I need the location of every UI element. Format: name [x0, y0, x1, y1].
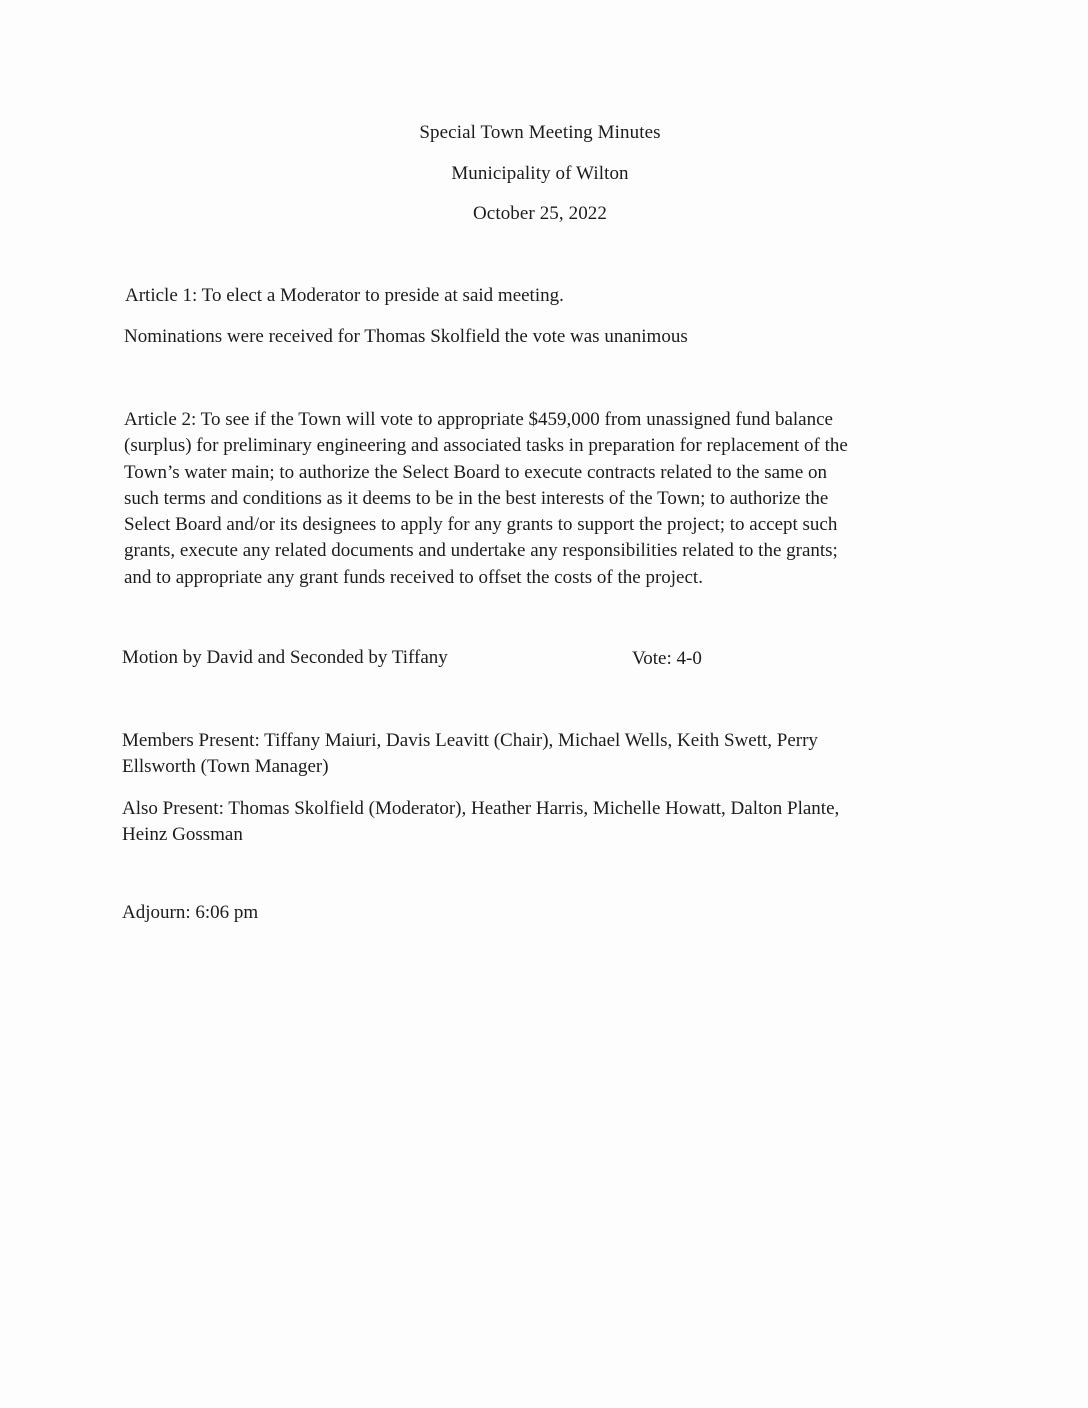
article-2-paragraph — [124, 407, 944, 591]
article-1-nominations: Nominations were received for Thomas Skolfield the vote was unanimous — [124, 326, 688, 347]
article-2-line: Town’s water main; to authorize the Select Board to execute contracts related to the same on — [124, 461, 827, 483]
article-1-text: Article 1: To elect a Moderator to preside at said meeting. — [125, 285, 564, 306]
document-title: Special Town Meeting Minutes — [419, 122, 661, 143]
article-2-line: Article 2: To see if the Town will vote to appropriate $459,000 from unassigned fund balance — [124, 409, 833, 430]
article-2-line: (surplus) for preliminary engineering and associated tasks in preparation for replacement of the — [124, 435, 848, 457]
article-2-line: Select Board and/or its designees to apply for any grants to support the project; to accept such — [124, 514, 838, 536]
meeting-date: October 25, 2022 — [472, 203, 608, 224]
municipality-name: Municipality of Wilton — [451, 163, 629, 184]
members-present-line: Members Present: Tiffany Maiuri, Davis Leavitt (Chair), Michael Wells, Keith Swett, Perry — [122, 730, 818, 751]
article-2-line: grants, execute any related documents and undertake any responsibilities related to the grants; — [124, 540, 838, 562]
vote-result: Vote: 4-0 — [632, 648, 702, 669]
members-present-line: Ellsworth (Town Manager) — [122, 756, 329, 778]
members-present — [122, 728, 942, 781]
adjourn-time: Adjourn: 6:06 pm — [122, 902, 259, 923]
article-2-line: and to appropriate any grant funds received to offset the costs of the project. — [124, 566, 703, 588]
motion-text: Motion by David and Seconded by Tiffany — [122, 647, 448, 668]
also-present-line: Also Present: Thomas Skolfield (Moderator), Heather Harris, Michelle Howatt, Dalton Plante, — [122, 798, 840, 819]
article-2-line: such terms and conditions as it deems to be in the best interests of the Town; to authorize the — [124, 487, 829, 509]
also-present — [122, 796, 942, 849]
also-present-line: Heinz Gossman — [122, 824, 243, 846]
